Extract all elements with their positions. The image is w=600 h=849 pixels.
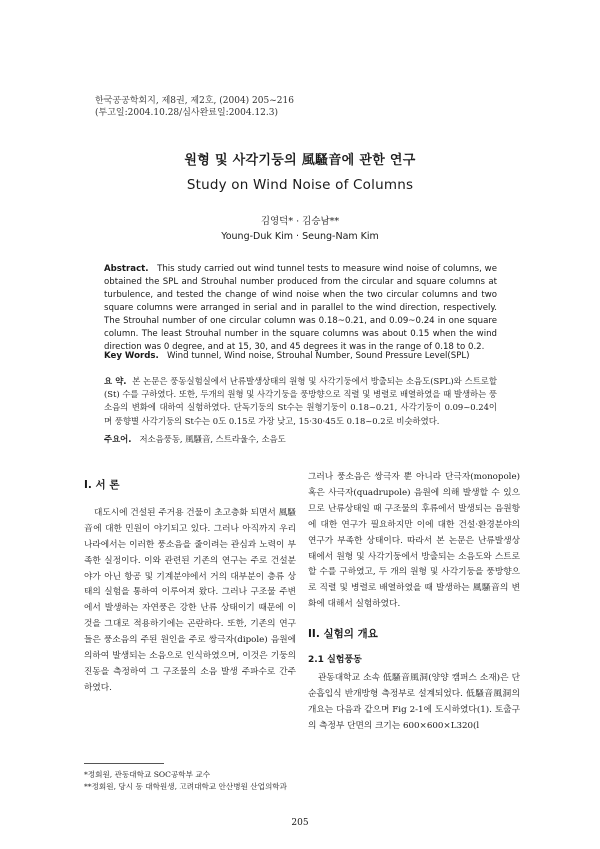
abstract-text: This study carried out wind tunnel tests to measure wind noise of columns, we obtained the SPL and Strouhal number produced from the circular and square columns at turbulence, and tested the change of wind noise when the two circular columns and two square columns were arranged in serial and in parallel to the wind direction, respectively. The Strouhal number of one circular column was 0.18~0.21, and 0.09~0.24 in one square column. The least Strouhal number in the square columns was about 0.15 when the wind direction was 0 degree, and at 15, 30, and 45 degrees it was in the range of 0.18 to 0.2.: [104, 264, 497, 352]
korean-abstract-label: 요 약.: [104, 376, 127, 386]
keywords-text: Wind tunnel, Wind noise, Strouhal Number, Sound Pressure Level(SPL): [166, 351, 470, 361]
footnote-2: **정회원, 당시 동 대학원생, 고려대학교 안산병원 산업의학과: [84, 782, 287, 791]
journal-info: 한국공공학회지, 제8권, 제2호, (2004) 205~216: [95, 96, 294, 106]
section-heading-experiment: II. 실험의 개요: [308, 628, 378, 641]
authors-english: Young-Duk Kim · Seung-Nam Kim: [221, 231, 379, 242]
journal-citation: [95, 95, 294, 119]
page-number: 205: [291, 818, 309, 828]
authors-korean: 김영덕* · 김승남**: [260, 216, 340, 227]
section-heading-introduction: I. 서 론: [84, 479, 120, 491]
keywords: [104, 350, 497, 363]
introduction-paragraph-1: 대도시에 건설된 주거용 건물이 초고층화 되면서 風騷音에 대한 민원이 야기되고 있다. 그러나 아직까지 우리나라에서는 이러한 풍소음을 줄이려는 관심과 노력이 부족한 실정이다. 이와 관련된 기존의 연구는 주로 건설분야가 아닌 항공 및 기계분야에서 거의 대부분이 층류 상태의 실험을 통하여 이루어져 왔다. 그러나 구조물 주변에서 발생하는 자연풍은 강한 난류 상태이기 때문에 이것을 그대로 적용하기에는 곤란하다. 또한, 기존의 연구들은 풍소음의 주된 원인을 주로 쌍극자(dipole) 음원에 의하여 발생되는 소음으로 인식하였으며, 이것은 기둥의 진동을 측정하여 그 구조물의 소음 발생 주파수로 간주하였다.: [84, 507, 296, 693]
introduction-paragraph-2: 그러나 풍소음은 쌍극자 뿐 아니라 단극자(monopole) 혹은 사극자(quadrupole) 음원에 의해 발생할 수 있으므로 난류상태일 때 구조물의 후류에서 발생되는 음원항에 대한 연구가 필요하지만 이에 대한 건설·환경분야의 연구가 부족한 상태이다. 따라서 본 논문은 난류발생상태에서 원형 및 사각기둥에서 방출되는 소음도와 스트로할 수를 구하였고, 두 개의 원형 및 사각기둥을 풍방향으로 직렬 및 병렬로 배열하였을 때 발생하는 風騷音의 변화에 대해서 실험하였다.: [308, 472, 520, 610]
left-column: [84, 478, 296, 697]
title-korean: 원형 및 사각기둥의 風騷音에 관한 연구: [184, 153, 416, 168]
abstract: [104, 263, 497, 354]
korean-keywords-label: 주요어.: [104, 434, 132, 444]
korean-keywords: [104, 433, 497, 446]
korean-abstract: [104, 375, 497, 428]
korean-keywords-text: 저소음풍동, 風騷音, 스트라울수, 소음도: [139, 434, 286, 444]
keywords-label: Key Words.: [104, 351, 159, 361]
title-english: Study on Wind Noise of Columns: [186, 177, 414, 193]
right-column: [308, 470, 520, 735]
footnote-1: *정회원, 관동대학교 SOC공학부 교수: [84, 770, 211, 779]
submission-dates: (투고일:2004.10.28/심사완료일:2004.12.3): [95, 108, 279, 118]
footnotes: [84, 769, 296, 793]
korean-abstract-text: 본 논문은 풍동실험실에서 난류발생상태의 원형 및 사각기둥에서 방출되는 소음도(SPL)와 스트로할(St) 수를 구하였다. 또한, 두개의 원형 및 사각기둥을 풍방향으로 직렬 및 병렬로 배열하였을 때 발생하는 풍소음의 변화에 대하여 실험하였다. 단독기둥의 St수는 원형기둥이 0.18~0.21, 사각기둥이 0.09~0.24이며 풍향별 사각기둥의 St수는 0도 0.15로 가장 낮고, 15·30·45도 0.18~0.2로 비슷하였다.: [104, 376, 497, 426]
experiment-paragraph: 관동대학교 소속 低騷音風洞(양양 캠퍼스 소재)은 단순흡입식 반개방형 측정부로 설계되었다. 低騷音風洞의 개요는 다음과 같으며 Fig 2-1에 도시하였다(1). 토출구의 측정부 단면의 크기는 600×600×L320(l: [308, 672, 520, 731]
abstract-label: Abstract.: [104, 264, 149, 274]
footnote-divider: [84, 763, 164, 764]
subsection-heading-wind-tunnel: 2.1 실험풍동: [308, 655, 362, 666]
